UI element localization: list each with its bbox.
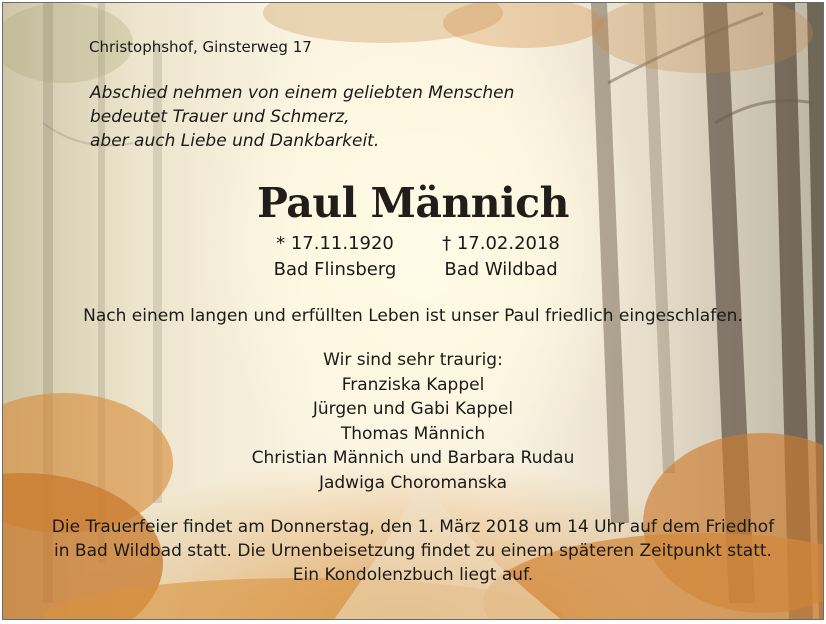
mourner-name: Jürgen und Gabi Kappel [312,399,514,420]
mourner-name: Thomas Männich [340,423,486,444]
death-date: † 17.02.2018 [442,233,560,254]
mourner-name: Franziska Kappel [341,374,485,395]
mourners-intro: Wir sind sehr traurig: [323,350,503,370]
quote [90,81,514,153]
address: Christophshof, Ginsterweg 17 [89,38,312,56]
deceased-name: Paul Männich [257,179,569,227]
funeral-info-line: Ein Kondolenzbuch liegt auf. [292,565,534,585]
birth-place: Bad Flinsberg [273,259,397,280]
death-block [421,235,581,279]
quote-line: bedeutet Trauer und Schmerz, [90,107,350,127]
funeral-info [3,515,823,587]
birth-block [255,235,415,279]
farewell-sentence: Nach einem langen und erfüllten Leben ist unser Paul friedlich eingeschlafen. [83,306,743,326]
mourner-name: Christian Männich und Barbara Rudau [251,448,575,469]
quote-line: Abschied nehmen von einem geliebten Menschen [90,83,515,103]
funeral-info-line: in Bad Wildbad statt. Die Urnenbeisetzung findet zu einem späteren Zeitpunkt statt. [54,541,772,561]
mourner-name: Jadwiga Choromanska [318,472,508,493]
funeral-info-line: Die Trauerfeier findet am Donnerstag, den 1. März 2018 um 14 Uhr auf dem Friedhof [51,517,775,537]
obituary-notice [2,2,824,620]
quote-line: aber auch Liebe und Dankbarkeit. [90,131,380,151]
birth-date: * 17.11.1920 [276,233,394,254]
death-place: Bad Wildbad [444,259,558,280]
mourners-list [3,348,823,496]
